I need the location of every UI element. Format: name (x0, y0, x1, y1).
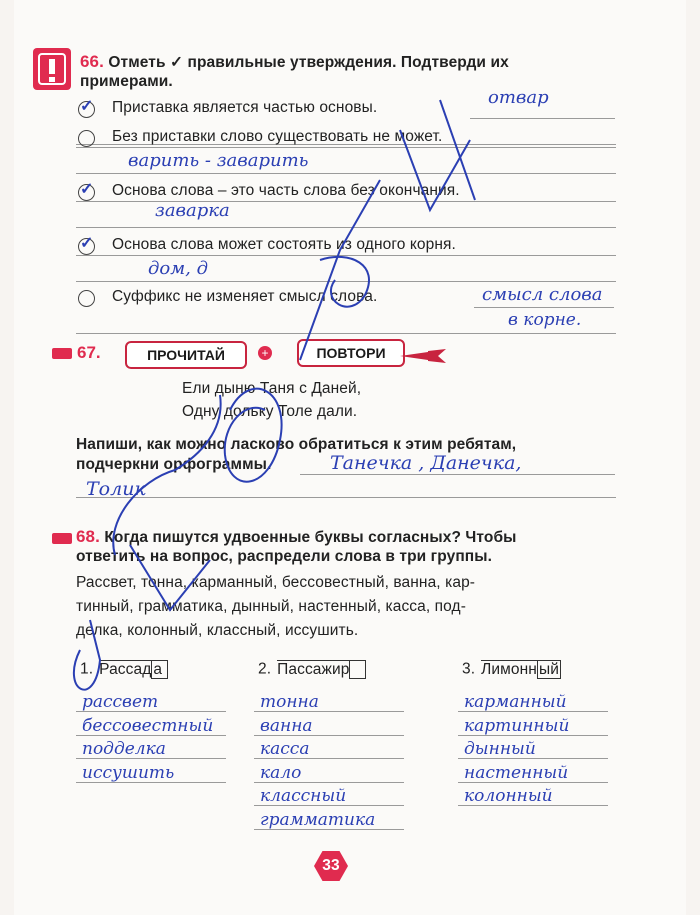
statement-text: Основа слова может состоять из одного корня. (112, 236, 456, 253)
group-number: 3. (462, 660, 476, 678)
page-number: 33 (322, 857, 340, 874)
statement-text: Суффикс не изменяет смысл слова. (112, 288, 378, 305)
group-answer-word: классный (260, 786, 347, 806)
ex68-words-line1: Рассвет, тонна, карманный, бессовестный, ванна, кар- (76, 574, 476, 591)
group-answer-word: подделка (82, 739, 166, 759)
ex68-words-line3: делка, колонный, классный, иссушить. (76, 622, 359, 639)
ex67-task: Напиши, как можно ласково обратиться к этим ребятам, (76, 436, 517, 453)
group-answer-word: грамматика (260, 809, 376, 830)
statement-answer: заварка (155, 200, 230, 221)
group-answer-word: кало (260, 762, 302, 783)
statement-text: Без приставки слово существовать не может. (112, 128, 443, 145)
ex66-task-line2: примерами. (80, 73, 173, 90)
statement-answer: дом, д (148, 258, 209, 279)
ending-box: ый (538, 661, 559, 678)
group-answer-word: карманный (464, 692, 567, 712)
group-answer-word: настенный (464, 762, 569, 783)
group-answer-word: дынный (464, 739, 536, 759)
ex67-number: 67. (77, 343, 101, 362)
statement-text: Основа слова – это часть слова без окончания. (112, 182, 460, 199)
group-example-word: Пассажир (277, 660, 350, 678)
ex66-task: Отметь ✓ правильные утверждения. Подтверди их (108, 54, 509, 71)
group-answer-word: тонна (260, 692, 319, 712)
group-answer-word: ванна (260, 715, 313, 736)
ending-box: а (151, 660, 168, 679)
ex68-words-line2: тинный, грамматика, дынный, настенный, касса, под- (76, 598, 466, 615)
group-answer-word: касса (260, 739, 310, 759)
group-number: 1. (80, 660, 94, 678)
check-mark-icon: ✓ (80, 235, 94, 252)
group-answer-word: рассвет (82, 692, 159, 712)
group-example-word: Лимонн (481, 660, 537, 678)
plus-icon: + (258, 346, 272, 360)
group-answer-word: колонный (464, 786, 553, 806)
check-mark-icon: ✓ (80, 181, 94, 198)
repeat-label: ПОВТОРИ (297, 339, 405, 367)
read-label: ПРОЧИТАЙ (125, 341, 247, 369)
group-answer-word: картинный (464, 715, 570, 736)
group-example-word: Рассад (99, 660, 152, 678)
poem-line-2: Одну дольку Толе дали. (182, 403, 358, 420)
ex68-task: Когда пишутся удвоенные буквы согласных? Чтобы (104, 529, 517, 546)
ex68-task-line2: ответить на вопрос, распредели слова в три группы. (76, 548, 492, 565)
statement-answer: смысл слова (482, 284, 603, 305)
ex67-task-line2: подчеркни орфограммы. (76, 456, 272, 473)
statement-answer-line2: в корне. (508, 310, 582, 330)
ex68-number: 68. (76, 527, 100, 546)
ex66-number: 66. (80, 52, 104, 71)
poem-line-1: Ели дыню Таня с Даней, (182, 380, 362, 397)
group-answer-word: бессовестный (82, 715, 214, 736)
check-mark-icon: ✓ (80, 98, 94, 115)
statement-answer: варить - заварить (128, 150, 309, 171)
ex67-answer-1: Танечка , Данечка, (330, 452, 522, 474)
group-number: 2. (258, 660, 272, 678)
statement-text: Приставка является частью основы. (112, 99, 378, 116)
ex67-answer-2: Толик (86, 478, 146, 500)
group-answer-word: иссушить (82, 762, 175, 783)
statement-answer: отвар (488, 87, 549, 108)
